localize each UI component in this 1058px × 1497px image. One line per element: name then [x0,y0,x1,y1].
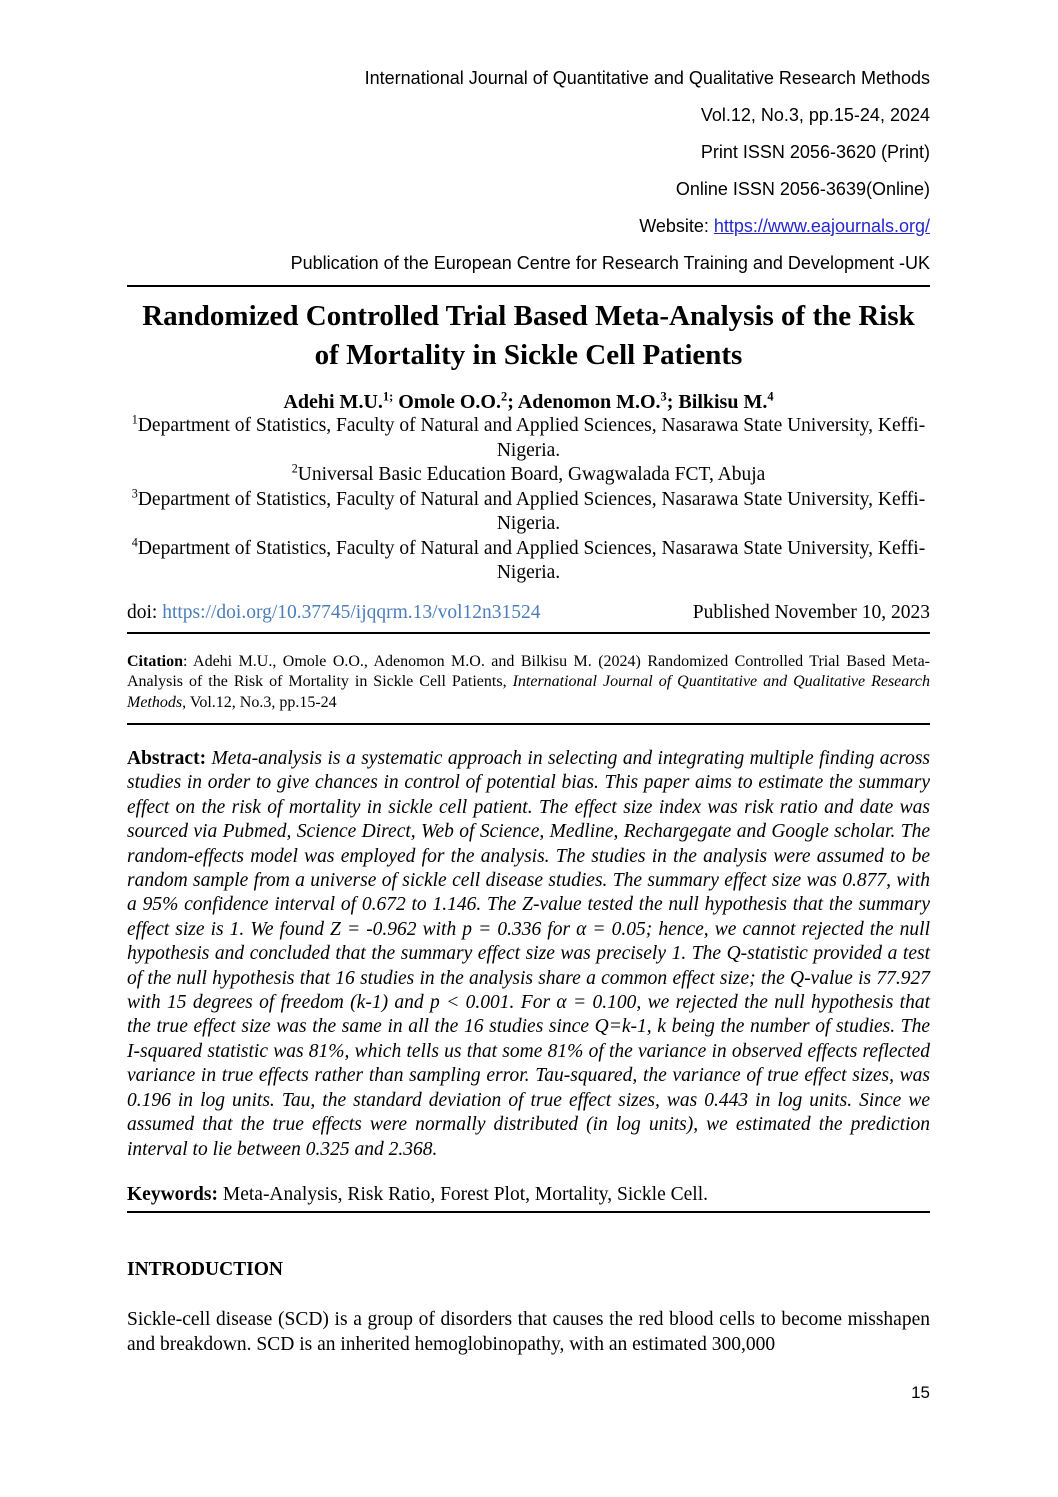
affiliation-1 [127,414,930,463]
publication-line: Publication of the European Centre for Research Training and Development -UK [290,253,930,273]
citation-label: Citation [127,652,183,670]
author-name: Bilkisu M. [678,391,768,413]
journal-volume: Vol.12, No.3, pp.15-24, 2024 [700,105,930,125]
keywords-label: Keywords: [127,1183,218,1205]
doi-link[interactable]: https://doi.org/10.37745/ijqqrm.13/vol12n31524 [162,601,541,623]
author-superscript: 1; [382,389,394,404]
citation-paragraph [127,652,930,726]
affiliation-superscript: 2 [291,461,298,476]
doi-row [127,602,930,634]
affiliation-text: Universal Basic Education Board, Gwagwalada FCT, Abuja [297,464,766,485]
abstract-label: Abstract: [127,748,207,769]
citation-journal-italic: International Journal of Quantitative and Qualitative Research Methods [127,673,931,711]
website-line [127,208,930,245]
author-superscript: 2 [500,389,508,404]
affiliation-2 [127,463,930,488]
introduction-paragraph: Sickle-cell disease (SCD) is a group of disorders that causes the red blood cells to become misshapen and breakdown. SCD is an inherited hemoglobinopathy, with an estimated 300,000 [127,1308,930,1356]
affiliation-text: Department of Statistics, Faculty of Natural and Applied Sciences, Nasarawa State University, Keffi-Nigeria. [137,415,926,461]
authors-line [127,391,930,414]
abstract-paragraph [127,747,930,1162]
doi-line [127,602,541,624]
affiliation-4 [127,537,930,586]
affiliation-3 [127,488,930,537]
author-separator: ; [507,391,518,413]
keywords-line [127,1184,930,1213]
abstract-text: Meta-analysis is a systematic approach in selecting and integrating multiple finding across studies in order to give chances in control of potential bias. This paper aims to estimate the summary effect on the risk of mortality in sickle cell patient. The effect size index was risk ratio and date was sourced via Pubmed, Science Direct, Web of Science, Medline, Rechargegate and Google scholar. The random-effects model was employed for the analysis. The studies in the analysis were assumed to be random sample from a universe of sickle cell disease studies. The summary effect size was 0.877, with a 95% confidence interval of 0.672 to 1.146. The Z-value tested the null hypothesis that the summary effect size is 1. We found Z = -0.962 with p = 0.336 for α = 0.05; hence, we cannot rejected the null hypothesis and concluded that the summary effect size was precisely 1. The Q-statistic provided a test of the null hypothesis that 16 studies in the analysis share a common effect size; the Q-value is 77.927 with 15 degrees of freedom (k-1) and p < 0.001. For α = 0.100, we rejected the null hypothesis that the true effect size was the same in all the 16 studies since Q=k-1, k being the number of studies. The I-squared statistic was 81%, which tells us that some 81% of the variance in observed effects reflected variance in true effects rather than sampling error. Tau-squared, the variance of true effect sizes, was 0.196 in log units. Tau, the standard deviation of true effect sizes, was 0.443 in log units. Since we assumed that the true effects were normally distributed (in log units), we estimated the prediction interval to lie between 0.325 and 2.368. [127,748,930,1160]
website-label: Website: [639,216,714,236]
article-title: Randomized Controlled Trial Based Meta-Analysis of the Risk of Mortality in Sickle Cell Patients [142,300,915,371]
introduction-heading: INTRODUCTION [127,1258,284,1280]
affiliation-text: Department of Statistics, Faculty of Natural and Applied Sciences, Nasarawa State University, Keffi-Nigeria. [137,537,926,583]
print-issn: Print ISSN 2056-3620 (Print) [700,142,930,162]
citation-tail: , Vol.12, No.3, pp.15-24 [182,693,337,711]
affiliation-superscript: 3 [131,486,138,500]
author-superscript: 4 [767,389,774,404]
affiliation-text: Department of Statistics, Faculty of Natural and Applied Sciences, Nasarawa State University, Keffi-Nigeria. [137,488,926,534]
author-superscript: 3 [660,389,667,404]
affiliation-superscript: 1 [131,412,138,427]
keywords-text: Meta-Analysis, Risk Ratio, Forest Plot, Mortality, Sickle Cell. [218,1183,709,1205]
page-number: 15 [911,1383,930,1402]
author-separator: ; [666,391,679,413]
affiliation-superscript: 4 [131,535,138,549]
affiliations-block [127,414,930,586]
citation-text: : Adehi M.U., Omole O.O., Adenomon M.O. and Bilkisu M. (2024) Randomized Controlled Trial Based Meta-Analysis of the Risk of Mortality in Sickle Cell Patients, [127,652,930,690]
doi-label: doi: [127,601,163,623]
author-name: Adenomon M.O. [517,391,661,413]
journal-header [127,60,930,287]
online-issn: Online ISSN 2056-3639(Online) [675,179,930,199]
website-link[interactable]: https://www.eajournals.org/ [713,216,930,236]
author-name: Adehi M.U. [283,391,383,413]
published-date: Published November 10, 2023 [692,601,930,623]
author-name: Omole O.O. [398,391,501,413]
journal-name: International Journal of Quantitative and Qualitative Research Methods [364,68,930,88]
